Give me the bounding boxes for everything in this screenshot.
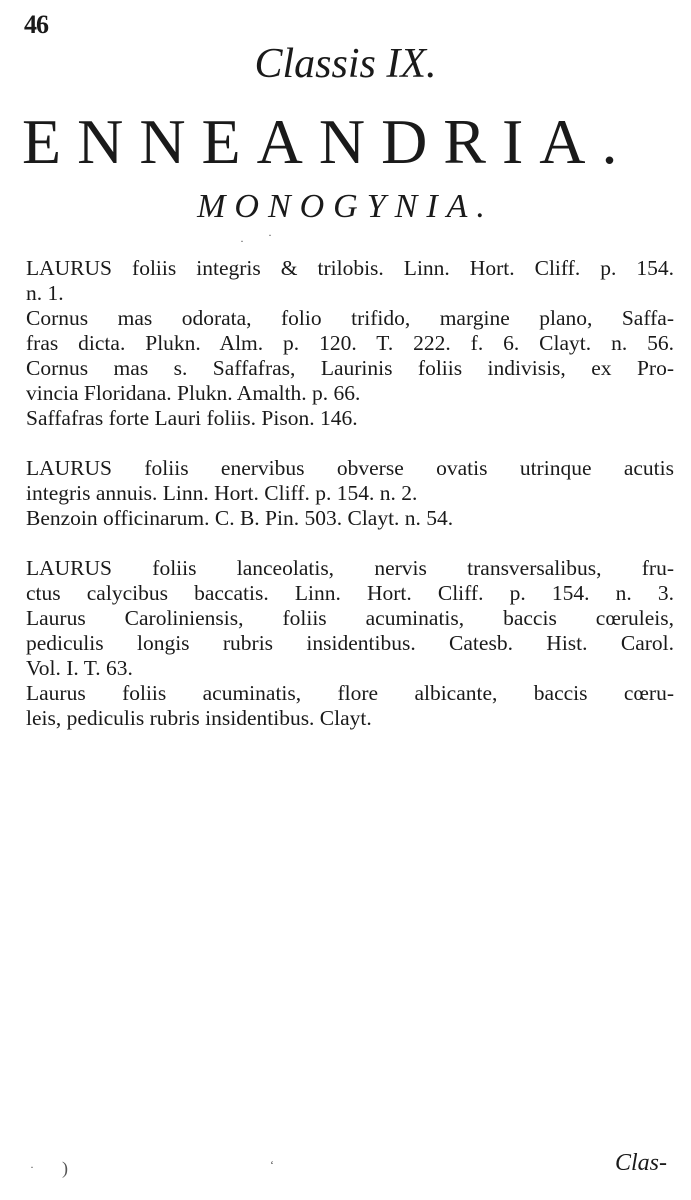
species-entry-laurus-3	[26, 556, 674, 731]
text-line: Cornus mas odorata, folio trifido, margine plano, Saffa-	[26, 306, 674, 330]
text-line: pediculis longis rubris insidentibus. Catesb. Hist. Carol.	[26, 631, 674, 655]
order-name: MONOGYNIA.	[197, 188, 494, 225]
ink-speck: ·	[240, 234, 244, 248]
text-line: LAURUS foliis integris & trilobis. Linn. Hort. Cliff. p. 154.	[26, 256, 674, 280]
text-line: Saffafras forte Lauri foliis. Pison. 146.	[26, 406, 358, 430]
species-entry-laurus-1	[26, 256, 674, 431]
ink-speck: ‘	[270, 1158, 274, 1172]
class-name: ENNEANDRIA.	[22, 106, 634, 177]
text-line: Benzoin officinarum. C. B. Pin. 503. Clayt. n. 54.	[26, 506, 454, 530]
text-line: Vol. I. T. 63.	[26, 656, 133, 680]
text-line: Laurus foliis acuminatis, flore albicante, baccis cœru-	[26, 681, 674, 705]
species-entry-laurus-2	[26, 456, 674, 531]
page-number: 46	[24, 10, 48, 39]
text-line: LAURUS foliis enervibus obverse ovatis utrinque acutis	[26, 456, 674, 480]
catchword: Clas-	[614, 1150, 667, 1176]
ink-speck: ·	[268, 228, 272, 242]
class-heading: Classis IX.	[254, 41, 437, 87]
text-line: n. 1.	[26, 281, 64, 305]
text-line: vincia Floridana. Plukn. Amalth. p. 66.	[26, 381, 361, 405]
text-line: leis, pediculis rubris insidentibus. Clayt.	[26, 706, 372, 730]
text-line: Cornus mas s. Saffafras, Laurinis foliis indivisis, ex Pro-	[26, 356, 674, 380]
species-list	[26, 256, 674, 756]
text-line: Laurus Caroliniensis, foliis acuminatis, baccis cœruleis,	[26, 606, 674, 630]
text-line: ctus calycibus baccatis. Linn. Hort. Cliff. p. 154. n. 3.	[26, 581, 674, 605]
text-line: integris annuis. Linn. Hort. Cliff. p. 154. n. 2.	[26, 481, 418, 505]
ink-speck: )	[62, 1158, 68, 1178]
text-line: fras dicta. Plukn. Alm. p. 120. T. 222. f. 6. Clayt. n. 56.	[26, 331, 674, 355]
ink-speck: ·	[30, 1160, 34, 1174]
text-line: LAURUS foliis lanceolatis, nervis transversalibus, fru-	[26, 556, 674, 580]
